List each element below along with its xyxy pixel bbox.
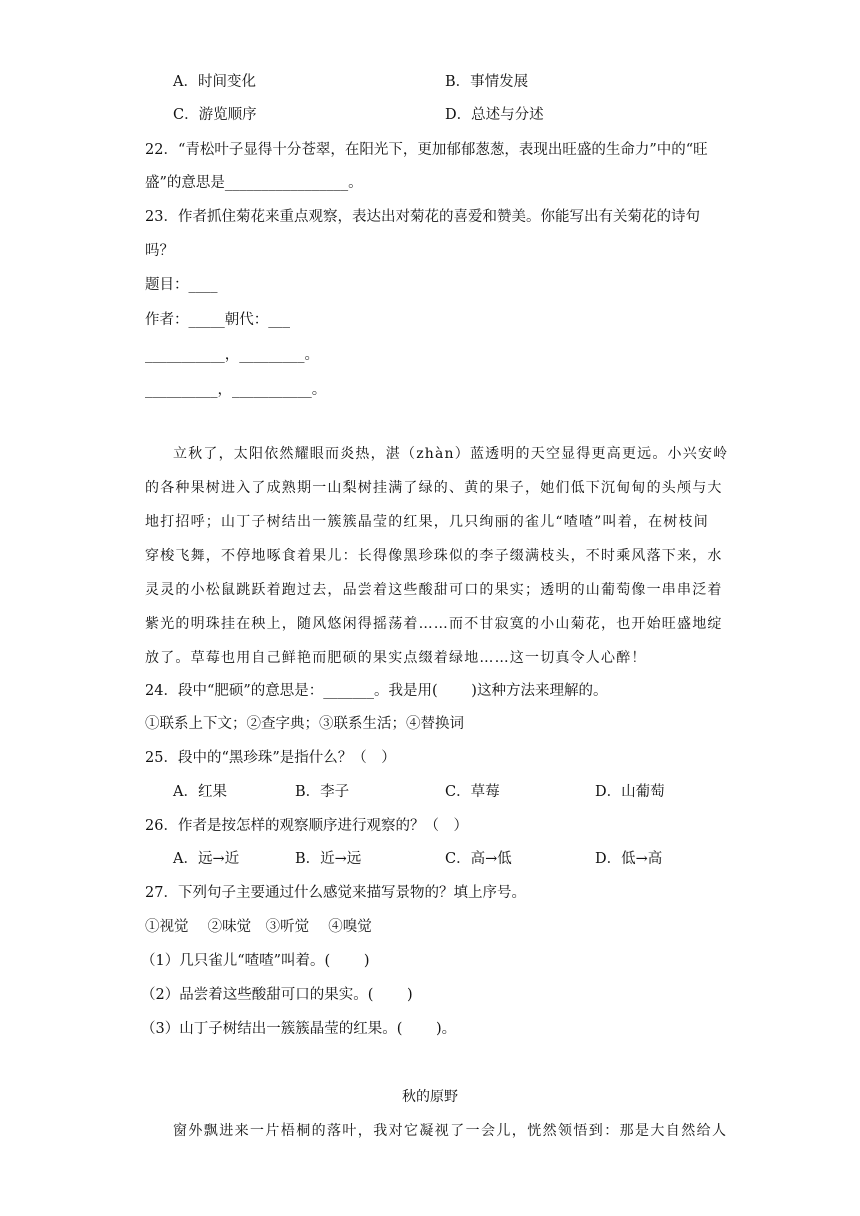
- passage-line-5: 灵灵的小松鼠跳跃着跑过去，品尝着这些酸甜可口的果实；透明的山葡萄像一串串泛着: [145, 582, 723, 598]
- passage-title: 秋的原野: [402, 1089, 458, 1105]
- passage-line-6: 紫光的明珠挂在秧上，随风悠闲得摇荡着……而不甘寂寞的小山菊花，也开始旺盛地绽: [145, 616, 723, 632]
- q27-senses: ①视觉 ②味觉 ③听觉 ④嗅觉: [145, 919, 372, 935]
- q21-option-b: B．事情发展: [445, 74, 529, 90]
- q23-stem-line2: 吗？: [145, 243, 174, 259]
- q23-verse-blank-1: ___________，_________。: [145, 347, 319, 363]
- passage-line-1: 立秋了，太阳依然耀眼而炎热，湛（zhàn）蓝透明的天空显得更高更远。小兴安岭: [173, 446, 729, 462]
- q24-stem: 24．段中“肥硕”的意思是：_______。我是用( )这种方法来理解的。: [145, 683, 608, 699]
- passage-line-3: 地打招呼；山丁子树结出一簇簇晶莹的红果，几只绚丽的雀儿“喳喳”叫着，在树枝间: [145, 514, 709, 530]
- q22-stem-line2: 盛”的意思是_________________。: [145, 175, 363, 191]
- q25-option-b: B．李子: [295, 784, 350, 800]
- q27-sentence-3: （3）山丁子树结出一簇簇晶莹的红果。( )。: [141, 1021, 457, 1037]
- q26-option-b: B．近→远: [295, 851, 362, 867]
- q22-stem-line1: 22．“青松叶子显得十分苍翠，在阳光下，更加郁郁葱葱，表现出旺盛的生命力”中的“旺: [145, 142, 708, 158]
- q21-option-d: D．总述与分述: [445, 107, 544, 123]
- q27-sentence-2: （2）品尝着这些酸甜可口的果实。( ): [141, 987, 413, 1003]
- q25-option-c: C．草莓: [445, 784, 500, 800]
- q23-author-blank: 作者：_____朝代：___: [145, 312, 290, 328]
- q23-verse-blank-2: __________，___________。: [145, 382, 327, 398]
- q26-option-c: C．高→低: [445, 851, 512, 867]
- q27-stem: 27．下列句子主要通过什么感觉来描写景物的？填上序号。: [145, 885, 526, 901]
- passage-line-2: 的各种果树进入了成熟期一山梨树挂满了绿的、黄的果子，她们低下沉甸甸的头颅与大: [145, 480, 723, 496]
- q26-option-d: D．低→高: [595, 851, 663, 867]
- q23-stem-line1: 23．作者抓住菊花来重点观察，表达出对菊花的喜爱和赞美。你能写出有关菊花的诗句: [145, 209, 700, 225]
- q21-option-c: C．游览顺序: [173, 107, 257, 123]
- q25-option-a: A．红果: [173, 784, 227, 800]
- q23-title-blank: 题目：____: [145, 277, 218, 293]
- q26-stem: 26．作者是按怎样的观察顺序进行观察的？（ ）: [145, 818, 468, 834]
- q25-option-d: D．山葡萄: [595, 784, 665, 800]
- q24-methods: ①联系上下文；②查字典；③联系生活；④替换词: [145, 716, 464, 732]
- passage-line-7: 放了。草莓也用自己鲜艳而肥硕的果实点缀着绿地……这一切真令人心醉！: [145, 650, 647, 666]
- q27-sentence-1: （1）几只雀儿“喳喳”叫着。( ): [141, 953, 370, 969]
- q25-stem: 25．段中的“黑珍珠”是指什么？（ ）: [145, 750, 396, 766]
- q21-option-a: A．时间变化: [173, 74, 256, 90]
- q26-option-a: A．远→近: [173, 851, 240, 867]
- passage-line-4: 穿梭飞舞，不停地啄食着果儿：长得像黑珍珠似的李子缀满枝头，不时乘风落下来，水: [145, 548, 723, 564]
- next-passage-line-1: 窗外飘进来一片梧桐的落叶，我对它凝视了一会儿，恍然领悟到：那是大自然给人: [173, 1123, 728, 1139]
